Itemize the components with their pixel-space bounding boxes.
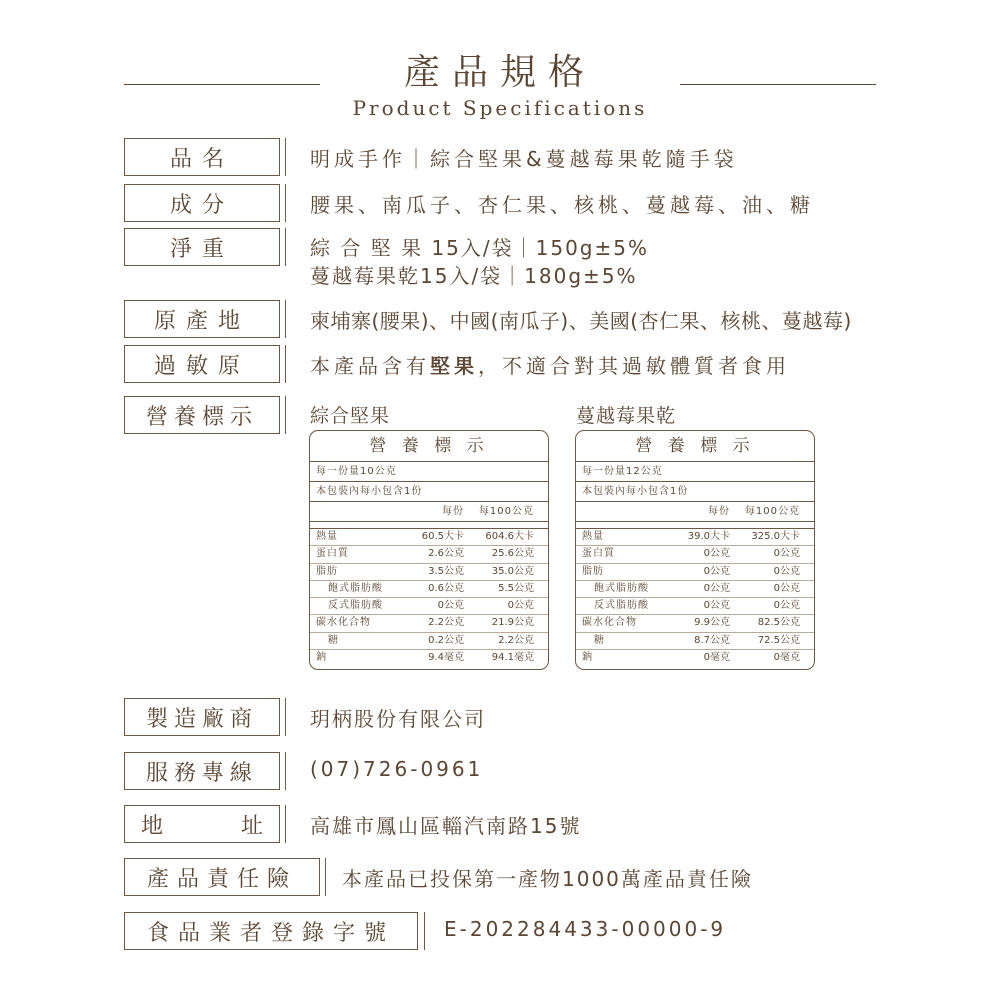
value-registration: E-202284433-00000-9: [444, 917, 727, 941]
nutrition-row: [310, 529, 548, 546]
label-registration: 食品業者登錄字號: [124, 912, 418, 950]
nutrition-row: [576, 581, 814, 598]
serving-size: 每一份量12公克: [576, 462, 814, 482]
nutrient-name: 糖: [594, 634, 605, 646]
divider-bar: [285, 396, 286, 434]
label-nutrition: 營養標示: [124, 396, 280, 434]
nutrition-row: [576, 633, 814, 650]
nutrient-per-100g: 2.2公克: [498, 634, 534, 646]
nutrient-per-serving: 0公克: [703, 565, 730, 577]
divider-bar: [285, 300, 286, 338]
page-title: 產品規格: [403, 52, 596, 93]
value-hotline: (07)726-0961: [310, 757, 484, 781]
nutrient-per-100g: 0毫克: [773, 652, 800, 664]
value-manufacturer: 玥柄股份有限公司: [310, 707, 486, 731]
nutrient-name: 蛋白質: [582, 548, 615, 560]
nutrition-column-header: [310, 502, 548, 522]
nutrition-row: [310, 546, 548, 563]
nutrition-row: [576, 650, 814, 666]
nutrient-per-serving: 2.6公克: [428, 548, 464, 560]
nutrient-per-serving: 3.5公克: [428, 565, 464, 577]
nutrient-name: 鈉: [316, 652, 327, 664]
divider-bar: [285, 752, 286, 790]
column-per-100g: 每100公克: [744, 506, 800, 517]
divider-bar: [285, 805, 286, 843]
nutrient-name: 飽式脂肪酸: [328, 582, 383, 594]
nutrient-per-serving: 39.0大卡: [687, 531, 730, 542]
nutrient-per-serving: 0公克: [437, 600, 464, 612]
nutrition-row: [310, 633, 548, 650]
nutrition-table-cranberry: [575, 430, 815, 670]
divider-bar: [285, 228, 286, 266]
label-insurance: 產品責任險: [124, 858, 320, 896]
allergen-highlight: 堅果: [430, 354, 478, 378]
nutrition-table-title: 營 養 標 示: [310, 431, 548, 462]
nutrient-per-serving: 0.2公克: [428, 634, 464, 646]
nutrient-name: 反式脂肪酸: [328, 600, 383, 612]
nutrient-per-100g: 5.5公克: [498, 582, 534, 594]
nutrition-row: [576, 564, 814, 581]
nutrient-per-100g: 0公克: [773, 582, 800, 594]
nutrition-column-header: [576, 502, 814, 522]
nutrient-per-100g: 21.9公克: [491, 617, 534, 629]
label-product-name: 品名: [124, 138, 280, 176]
divider-bar: [285, 138, 286, 176]
column-per-serving: 每份: [708, 506, 730, 517]
nutrient-per-serving: 60.5大卡: [421, 531, 464, 542]
nutrition-row: [310, 581, 548, 598]
nutrition-row: [576, 529, 814, 546]
divider-bar: [285, 345, 286, 383]
label-address-right: 址: [240, 813, 263, 839]
nutrition-row: [310, 564, 548, 581]
nutrition-heading-nuts: 綜合堅果: [310, 405, 391, 427]
allergen-suffix: ，不適合對其過敏體質者食用: [478, 354, 790, 378]
label-manufacturer: 製造廠商: [124, 698, 280, 736]
divider-bar: [325, 858, 326, 896]
divider-bar: [285, 184, 286, 222]
divider-bar: [285, 698, 286, 736]
nutrient-name: 熱量: [582, 531, 604, 542]
serving-size: 每一份量10公克: [310, 462, 548, 482]
nutrient-per-100g: 604.6大卡: [485, 531, 534, 542]
nutrient-name: 反式脂肪酸: [594, 600, 649, 612]
label-address: [124, 805, 280, 843]
nutrient-per-serving: 8.7公克: [694, 634, 730, 646]
nutrition-row: [310, 650, 548, 666]
label-address-left: 地: [141, 813, 164, 839]
nutrient-per-100g: 82.5公克: [757, 617, 800, 629]
nutrition-row: [576, 598, 814, 615]
value-ingredients: 腰果、南瓜子、杏仁果、核桃、蔓越莓、油、糖: [310, 193, 814, 217]
nutrition-table-nuts: [309, 430, 549, 670]
nutrient-per-100g: 0公克: [773, 600, 800, 612]
nutrient-per-serving: 9.9公克: [694, 617, 730, 629]
nutrient-name: 熱量: [316, 531, 338, 542]
page-subtitle: Product Specifications: [352, 96, 648, 120]
nutrient-name: 碳水化合物: [316, 617, 371, 629]
nutrient-per-serving: 0公克: [703, 548, 730, 560]
nutrient-per-serving: 0公克: [703, 600, 730, 612]
nutrition-heading-cranberry: 蔓越莓果乾: [576, 405, 677, 427]
nutrition-table-title: 營 養 標 示: [576, 431, 814, 462]
nutrient-per-serving: 0.6公克: [428, 582, 464, 594]
servings-per-pack: 本包裝內每小包含1份: [576, 482, 814, 502]
label-hotline: 服務專線: [124, 752, 280, 790]
nutrient-per-100g: 35.0公克: [491, 565, 534, 577]
title-rule-right: [680, 84, 876, 85]
nutrient-name: 飽式脂肪酸: [594, 582, 649, 594]
nutrient-per-100g: 0公克: [773, 548, 800, 560]
value-origin: 柬埔寨(腰果)、中國(南瓜子)、美國(杏仁果、核桃、蔓越莓): [310, 309, 852, 333]
value-product-name: 明成手作｜綜合堅果&蔓越莓果乾隨手袋: [310, 147, 738, 171]
nutrient-per-100g: 0公克: [773, 565, 800, 577]
column-per-100g: 每100公克: [478, 506, 534, 517]
nutrient-name: 碳水化合物: [582, 617, 637, 629]
divider-bar: [424, 912, 425, 950]
nutrient-per-100g: 94.1毫克: [491, 652, 534, 664]
value-net-weight-line2: 蔓越莓果乾15入/袋｜180g±5%: [310, 264, 638, 288]
label-net-weight: 淨重: [124, 228, 280, 266]
title-rule-left: [124, 84, 320, 85]
servings-per-pack: 本包裝內每小包含1份: [310, 482, 548, 502]
label-ingredients: 成分: [124, 184, 280, 222]
nutrition-row: [576, 615, 814, 632]
value-allergen: [310, 350, 790, 379]
label-allergen: 過敏原: [124, 345, 280, 383]
value-insurance: 本產品已投保第一產物1000萬產品責任險: [342, 867, 753, 891]
nutrition-row: [576, 546, 814, 563]
nutrient-per-100g: 72.5公克: [757, 634, 800, 646]
nutrient-name: 蛋白質: [316, 548, 349, 560]
nutrient-name: 脂肪: [316, 565, 338, 577]
nutrient-per-serving: 2.2公克: [428, 617, 464, 629]
nutrient-per-100g: 25.6公克: [491, 548, 534, 560]
value-net-weight-line1: 綜 合 堅 果 15入/袋｜150g±5%: [310, 236, 649, 260]
nutrition-row: [310, 598, 548, 615]
nutrient-name: 糖: [328, 634, 339, 646]
nutrient-name: 鈉: [582, 652, 593, 664]
value-address: 高雄市鳳山區輜汽南路15號: [310, 814, 582, 838]
nutrient-per-100g: 325.0大卡: [751, 531, 800, 542]
nutrient-per-serving: 9.4毫克: [428, 652, 464, 664]
column-per-serving: 每份: [442, 506, 464, 517]
nutrient-per-serving: 0毫克: [703, 652, 730, 664]
label-origin: 原產地: [124, 300, 280, 338]
nutrient-per-100g: 0公克: [507, 600, 534, 612]
allergen-prefix: 本產品含有: [310, 354, 430, 378]
nutrition-row: [310, 615, 548, 632]
nutrient-per-serving: 0公克: [703, 582, 730, 594]
nutrient-name: 脂肪: [582, 565, 604, 577]
